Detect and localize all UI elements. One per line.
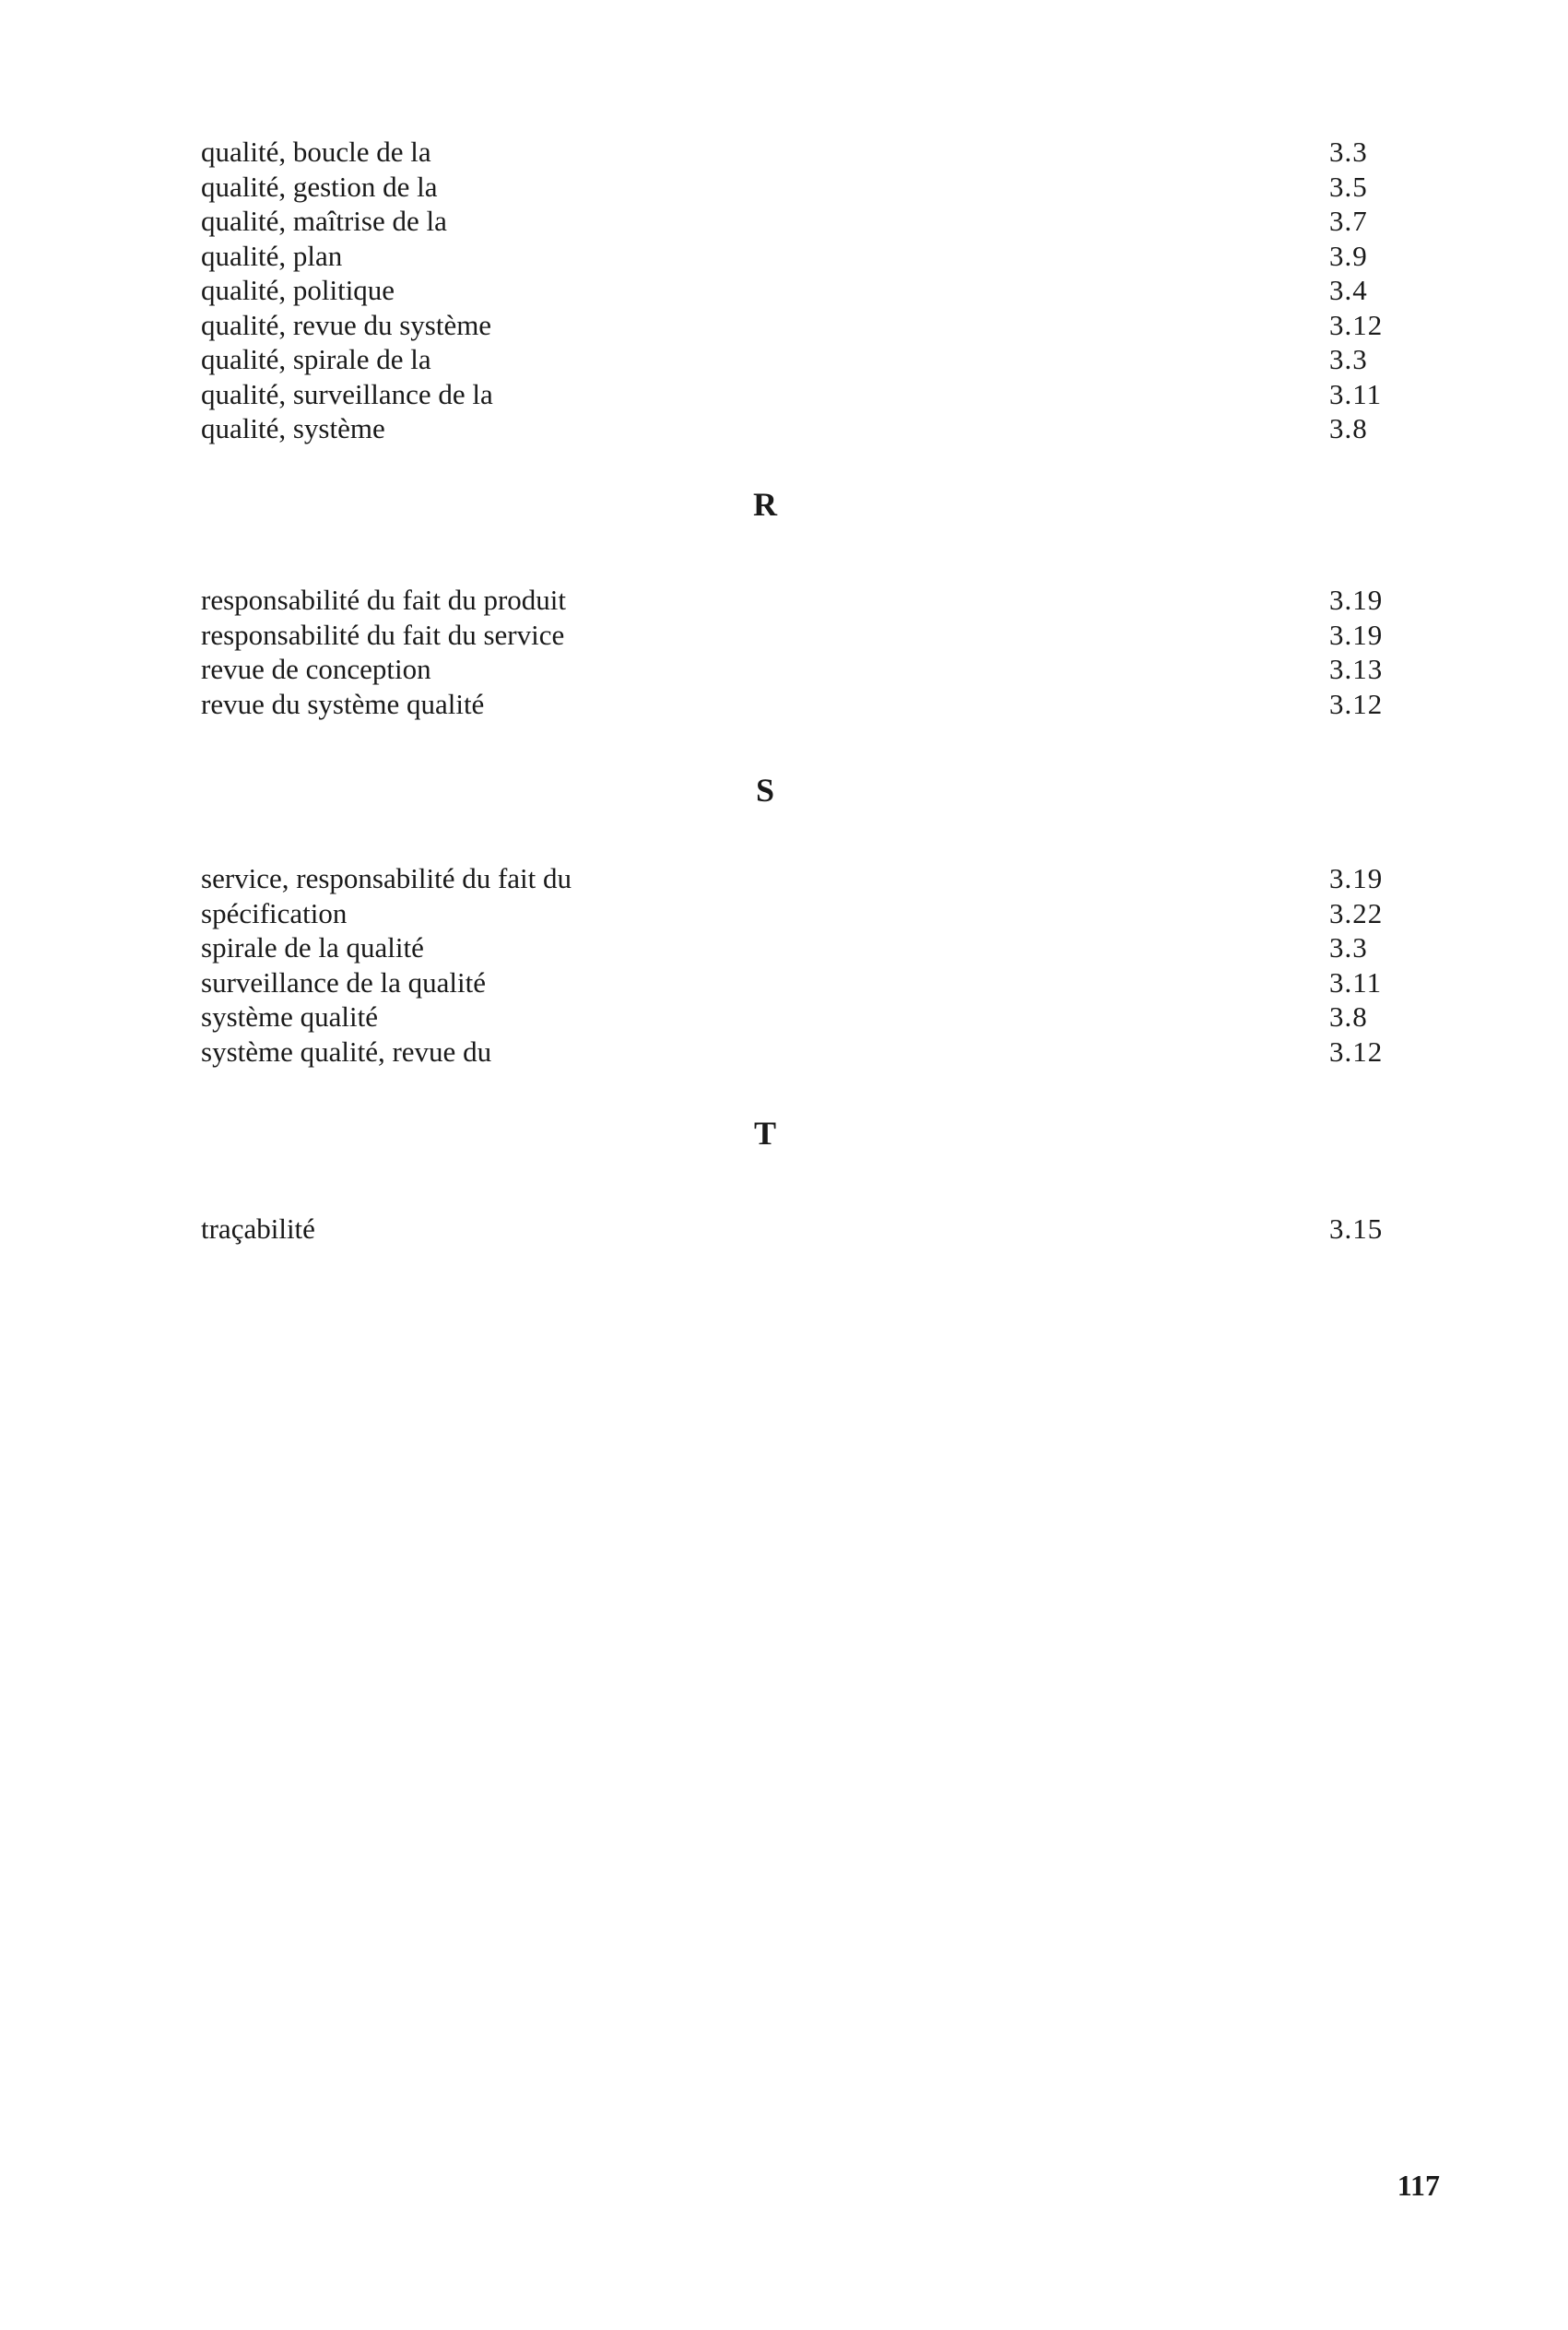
index-reference: 3.7 (1329, 205, 1368, 237)
index-reference: 3.11 (1329, 377, 1383, 410)
index-entry (201, 687, 1392, 722)
section-letter-t: T (753, 1115, 776, 1152)
index-group-s (201, 861, 1392, 1069)
index-entry (201, 1035, 1392, 1070)
index-reference: 3.9 (1329, 239, 1368, 272)
index-entry (201, 1212, 1392, 1247)
index-entry (201, 308, 1392, 343)
index-term: qualité, boucle de la (201, 136, 431, 168)
index-term: spirale de la qualité (201, 931, 424, 964)
index-entry (201, 411, 1392, 446)
index-reference: 3.22 (1329, 896, 1384, 929)
index-term: système qualité, revue du (201, 1035, 492, 1068)
index-reference: 3.19 (1329, 618, 1384, 651)
section-letter-r: R (753, 486, 777, 523)
index-reference: 3.3 (1329, 343, 1368, 375)
index-entry (201, 618, 1392, 653)
index-entry (201, 342, 1392, 377)
index-group-r (201, 583, 1392, 721)
index-entry (201, 170, 1392, 205)
index-reference: 3.12 (1329, 308, 1384, 341)
index-reference: 3.11 (1329, 965, 1383, 999)
index-entry (201, 652, 1392, 687)
index-term: service, responsabilité du fait du (201, 862, 572, 894)
index-term: qualité, politique (201, 274, 395, 306)
index-group-q (201, 135, 1392, 446)
index-reference: 3.4 (1329, 274, 1368, 306)
index-entry (201, 273, 1392, 308)
index-entry (201, 999, 1392, 1035)
index-term: qualité, spirale de la (201, 343, 431, 375)
index-entry (201, 861, 1392, 896)
index-entry (201, 965, 1392, 1000)
index-term: responsabilité du fait du service (201, 618, 565, 651)
index-entry (201, 930, 1392, 965)
page-number: 117 (1397, 2169, 1440, 2202)
index-term: qualité, gestion de la (201, 170, 438, 203)
index-term: revue de conception (201, 653, 431, 685)
index-entry (201, 204, 1392, 239)
index-reference: 3.3 (1329, 931, 1368, 964)
index-group-t (201, 1212, 1392, 1247)
index-reference: 3.13 (1329, 653, 1384, 685)
index-reference: 3.19 (1329, 584, 1384, 616)
index-entry (201, 896, 1392, 931)
index-entry (201, 583, 1392, 618)
index-reference: 3.12 (1329, 1035, 1384, 1068)
index-term: qualité, maîtrise de la (201, 205, 447, 237)
index-term: revue du système qualité (201, 687, 485, 720)
index-entry (201, 135, 1392, 170)
index-term: responsabilité du fait du produit (201, 584, 567, 616)
index-reference: 3.19 (1329, 862, 1384, 894)
index-entry (201, 239, 1392, 274)
index-reference: 3.12 (1329, 687, 1384, 720)
index-term: traçabilité (201, 1212, 315, 1245)
index-reference: 3.5 (1329, 170, 1368, 203)
index-reference: 3.8 (1329, 412, 1368, 444)
index-term: qualité, surveillance de la (201, 377, 493, 410)
index-term: qualité, revue du système (201, 308, 492, 341)
index-term: qualité, système (201, 412, 385, 444)
index-reference: 3.3 (1329, 136, 1368, 168)
index-term: système qualité (201, 1000, 378, 1033)
index-term: qualité, plan (201, 239, 343, 272)
index-term: surveillance de la qualité (201, 965, 487, 999)
index-term: spécification (201, 896, 348, 929)
index-entry (201, 377, 1392, 412)
index-reference: 3.15 (1329, 1212, 1384, 1245)
section-letter-s: S (755, 772, 775, 809)
index-reference: 3.8 (1329, 1000, 1368, 1033)
